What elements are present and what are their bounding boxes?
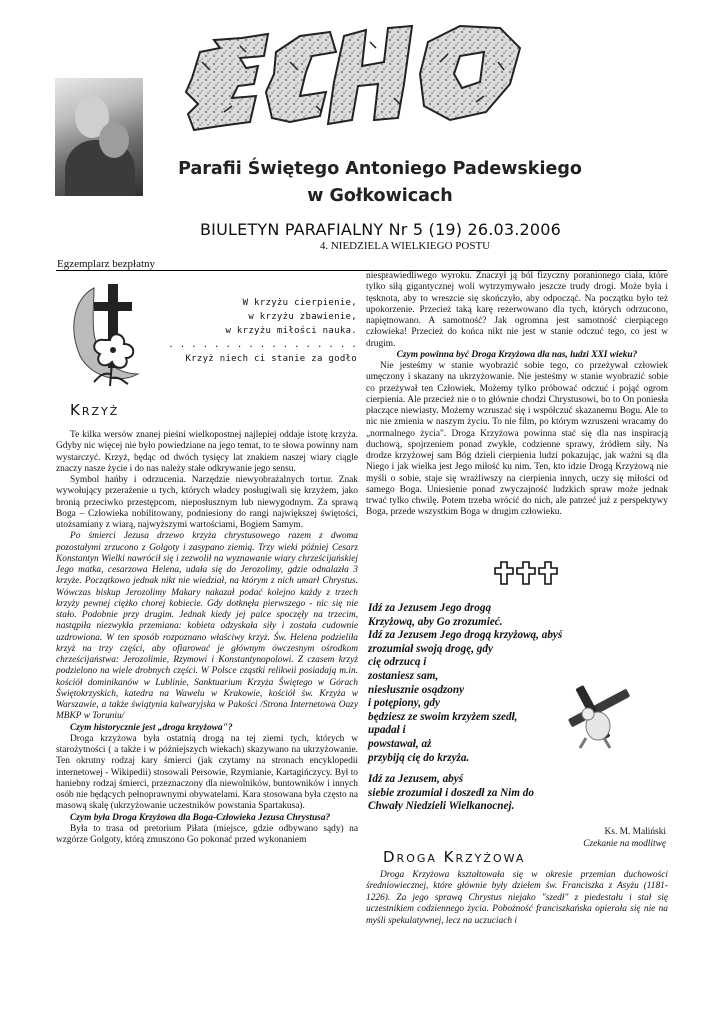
article-continued: [366, 271, 668, 519]
verse-line-1: W krzyżu cierpienie,: [242, 298, 357, 308]
paragraph: Nie jesteśmy w stanie wyobrazić sobie tego, co przeżywał człowiek umęczony i skazany na ukrzyżowanie. Nie jesteśmy w stanie wyobrazić sobie co przeżywał ten Człowiek. Możemy tylko próbować odczuć i pojąć ogrom cierpienia. Ale przecież nie o to głównie chodzi Chrystusowi, bo to On poniesła płaczące niewiasty. Możemy wzruszać się i współczuć skazanemu Bogu. Ale to nic nie zmienia w naszym życiu. To nie film, po którym wzruszeni wracamy do „normalnego życia". Droga Krzyżowa powinna stać się dla nas inspiracją duchową, spojrzeniem ponad zwykłe, codzienne sprawy, źródłem siły. Na drodze krzyżowej sam Bóg dzieli cierpienia ludzi pokazując, jak ważni są dla Niego i jak wielka jest Jego miłość ku nim. Ten, kto idzie Drogą Krzyżową nie myśli o sobie, staje się wrażliwszy na cierpienia innych, uczy się miłości od samego Boga. Uniesienie ponad zwyczajność ludzkich spraw może jednak trwać tylko chwilę. Potem trzeba wrócić do nich, ale patrzeć już z perspektywy Boga, przede wszystkim Boga w drugim człowieku.: [366, 361, 668, 518]
verse-line-4: Krzyż niech ci stanie za godło: [185, 354, 357, 364]
free-copy-label: Egzemplarz bezpłatny: [57, 258, 156, 270]
poem-line: Idź za Jezusem Jego drogą: [368, 602, 492, 614]
parish-name-line2: w Gołkowicach: [307, 186, 453, 206]
paragraph: Te kilka wersów znanej pieśni wielkopostnej najlepiej oddaje istotę krzyża. Gdyby nic więcej nie było powiedziane na jego temat, to te słowa powinny nam wystarczyć. Krzyż, będąc od dwóch tysięcy lat znakiem naszej wiary ciągle znaczy nasze życie i do nas należy stałe odkrywanie jego sensu.: [56, 430, 358, 474]
parish-name: [170, 156, 590, 210]
parish-name-line1: Parafii Świętego Antoniego Padewskiego: [178, 159, 582, 179]
source-title: Czekanie na modlitwę: [583, 839, 666, 849]
poem-line: Krzyżową, aby Go zrozumieć.: [368, 615, 503, 628]
echo-logo: [180, 22, 540, 144]
sunday-label: 4. NIEDZIELA WIELKIEGO POSTU: [319, 240, 491, 252]
poem-line: będziesz ze swoim krzyżem szedł,: [368, 710, 518, 723]
poem-line: niesłusznie osądzony: [368, 683, 465, 696]
question-heading: Czym powinna być Droga Krzyżowa dla nas, ludzi XXI wieku?: [396, 349, 638, 360]
poem-line: przybiją cię do krzyża.: [368, 751, 470, 764]
section-heading-krzyz: Krzyż: [70, 401, 120, 419]
hymn-verse: [165, 296, 357, 366]
question-heading: Czym historycznie jest „droga krzyżowa"?: [70, 722, 233, 733]
poem-attribution: [520, 826, 666, 850]
cross-with-lily-icon: [64, 278, 160, 390]
paragraph: Droga krzyżowa była ostatnią drogą na tej ziemi tych, których w starożytności ( a także i w późniejszych wiekach) skazywano na ukrzyżowanie. Ten okrutny rodzaj kary śmierci (jak czytamy na stronach encyklopedii internetowej - Wikipedii) stosowali Persowie, Rzymianie, Kartagińczycy. Był to haniebny rodzaj śmierci, przeznaczony dla niewolników, buntowników i innych osób nie będących pełnoprawnymi obywatelami. Kara stosowana była często na masową skalę (ukrzyżowanie uczestników powstania Spartakusa).: [56, 733, 358, 812]
three-crosses-icon: [493, 558, 563, 586]
verse-line-2: w krzyżu zbawienie,: [248, 312, 357, 322]
section-heading-droga-krzyzowa: Droga Krzyżowa: [383, 848, 526, 866]
paragraph: Była to trasa od pretorium Piłata (miejsce, gdzie odbywano sądy) na wzgórze Golgoty, którą zmuszono Go pokonać przed wykonaniem: [56, 823, 358, 845]
question-heading: Czym była Droga Krzyżowa dla Boga-Człowieka Jezusa Chrystusa?: [70, 812, 331, 823]
verse-line-3: w krzyżu miłości nauka.: [225, 326, 357, 336]
poem-line: zrozumiał swoją drogę, gdy: [368, 642, 493, 655]
paragraph-italic: Po śmierci Jezusa drzewo krzyża chrystusowego razem z dwoma pozostałymi zrzucono z Golgoty i zasypano ziemią. Trzy wieki później Cesarz Konstantyn Wielki nawrócił się i zezwolił na wyznawanie wiary chrześcijańskiej Jego matka, cesarzowa Helena, udała się do Jerozolimy, gdzie odnalazła 3 krzyże. Początkowo jednak nikt nie wiedział, na którym z nich umarł Chrystus. Wówczas biskup Jerozolimy Makary nakazał podać kolejno każdy z trzech krzyży pewnej ciężko chorej kobiecie. Gdy dotknęła pierwszego - nic się nie stało. Podobnie przy drugim. Jednak kiedy jej palce spoczęły na trzecim, nastąpiła niezwykła przemiana: kobieta odzyskała siły i została cudownie uzdrowiona. W ten sposób rozpoznano właściwy krzyż. Św. Helena podzieliła krzyż na trzy części, aby ofiarować je głównym ówczesnym ośrodkom chrześcijaństwa: Jerozolimie, Rzymowi i Konstantynopolowi. Z czasem krzyż podzielono na wiele drobnych części. W Polsce cząstki relikwii posiadają m.in. kościół dominikanów w Lublinie, Sanktuarium Krzyża Świętego w Górach Świętokrzyskich, katedra na Wawelu w Krakowie, kościół św. Krzyża w Warszawie, a także świątynia kalwaryjska w Pakości /Strona Internetowa Oazy MBKP w Toruniu/: [56, 531, 358, 722]
author-name: Ks. M. Maliński: [604, 827, 666, 837]
figure-carrying-cross-icon: [558, 682, 638, 752]
bulletin-title: BIULETYN PARAFIALNY Nr 5 (19) 26.03.2006: [200, 220, 562, 239]
poem-line: upadał i: [368, 724, 406, 737]
paragraph: niesprawiedliwego wyroku. Znaczył ją ból fizyczny poranionego ciała, które tylko siłą gigantycznej woli wytrzymywało jeszcze trudy drogi. Może była i tęsknota, aby to wreszcie się skończyło, aby odpocząć. Na początku było też upokorzenie. Przecież taką karę rezerwowano dla tych, których odrzucono, napiętnowano. A samotność? Jak ogromna jest samotność cierpiącego człowieka! Przecież do końca nikt nie jest w stanie odczuć tego, co jest w drugim.: [366, 271, 668, 349]
poem-line: siebie zrozumiał i doszedł za Nim do: [368, 786, 534, 799]
poem-line: Idź za Jezusem, abyś: [368, 773, 464, 786]
poem-line: cię odrzucą i: [368, 656, 427, 669]
article-krzyz: [56, 430, 358, 846]
paragraph-droga-krzyzowa: Droga Krzyżowa kształtowała się w okresie przemian duchowości średniowiecznej, które głównie były dziełem św. Franciszka z Asyżu (1181-1226). Za jego sprawą Chrystus niejako "szedł" z piedestału i stał się uczestnikiem codziennego życia. Pobożność franciszkańska opierała się nie na myśli spekulatywnej, lecz na uczuciach i: [366, 870, 668, 926]
poem-line: zostaniesz sam,: [368, 669, 439, 682]
saint-anthony-photo: [55, 78, 143, 196]
verse-dots: . . . . . . . . . . . . . . . . .: [168, 340, 357, 350]
paragraph: Symbol hańby i odrzucenia. Narzędzie niewyobrażalnych tortur. Znak wywołujący przerażenie u tych, których władcy posługiwali się krzyżem, jako bronią przeciwko przestępcom, nieposłusznym lub niewygodnym. Za sprawą Boga – Człowieka nobilitowany, podniesiony do rangi największej świętości, utożsamiany z wiarą, najwyższymi wartościami, Bogiem Samym.: [56, 475, 358, 530]
poem-line: Idź za Jezusem Jego drogą krzyżową, abyś: [368, 629, 563, 642]
poem-line: powstawał, aż: [368, 737, 432, 750]
poem-line: i potępiony, gdy: [368, 697, 440, 710]
poem-line: Chwały Niedzieli Wielkanocnej.: [368, 800, 515, 813]
